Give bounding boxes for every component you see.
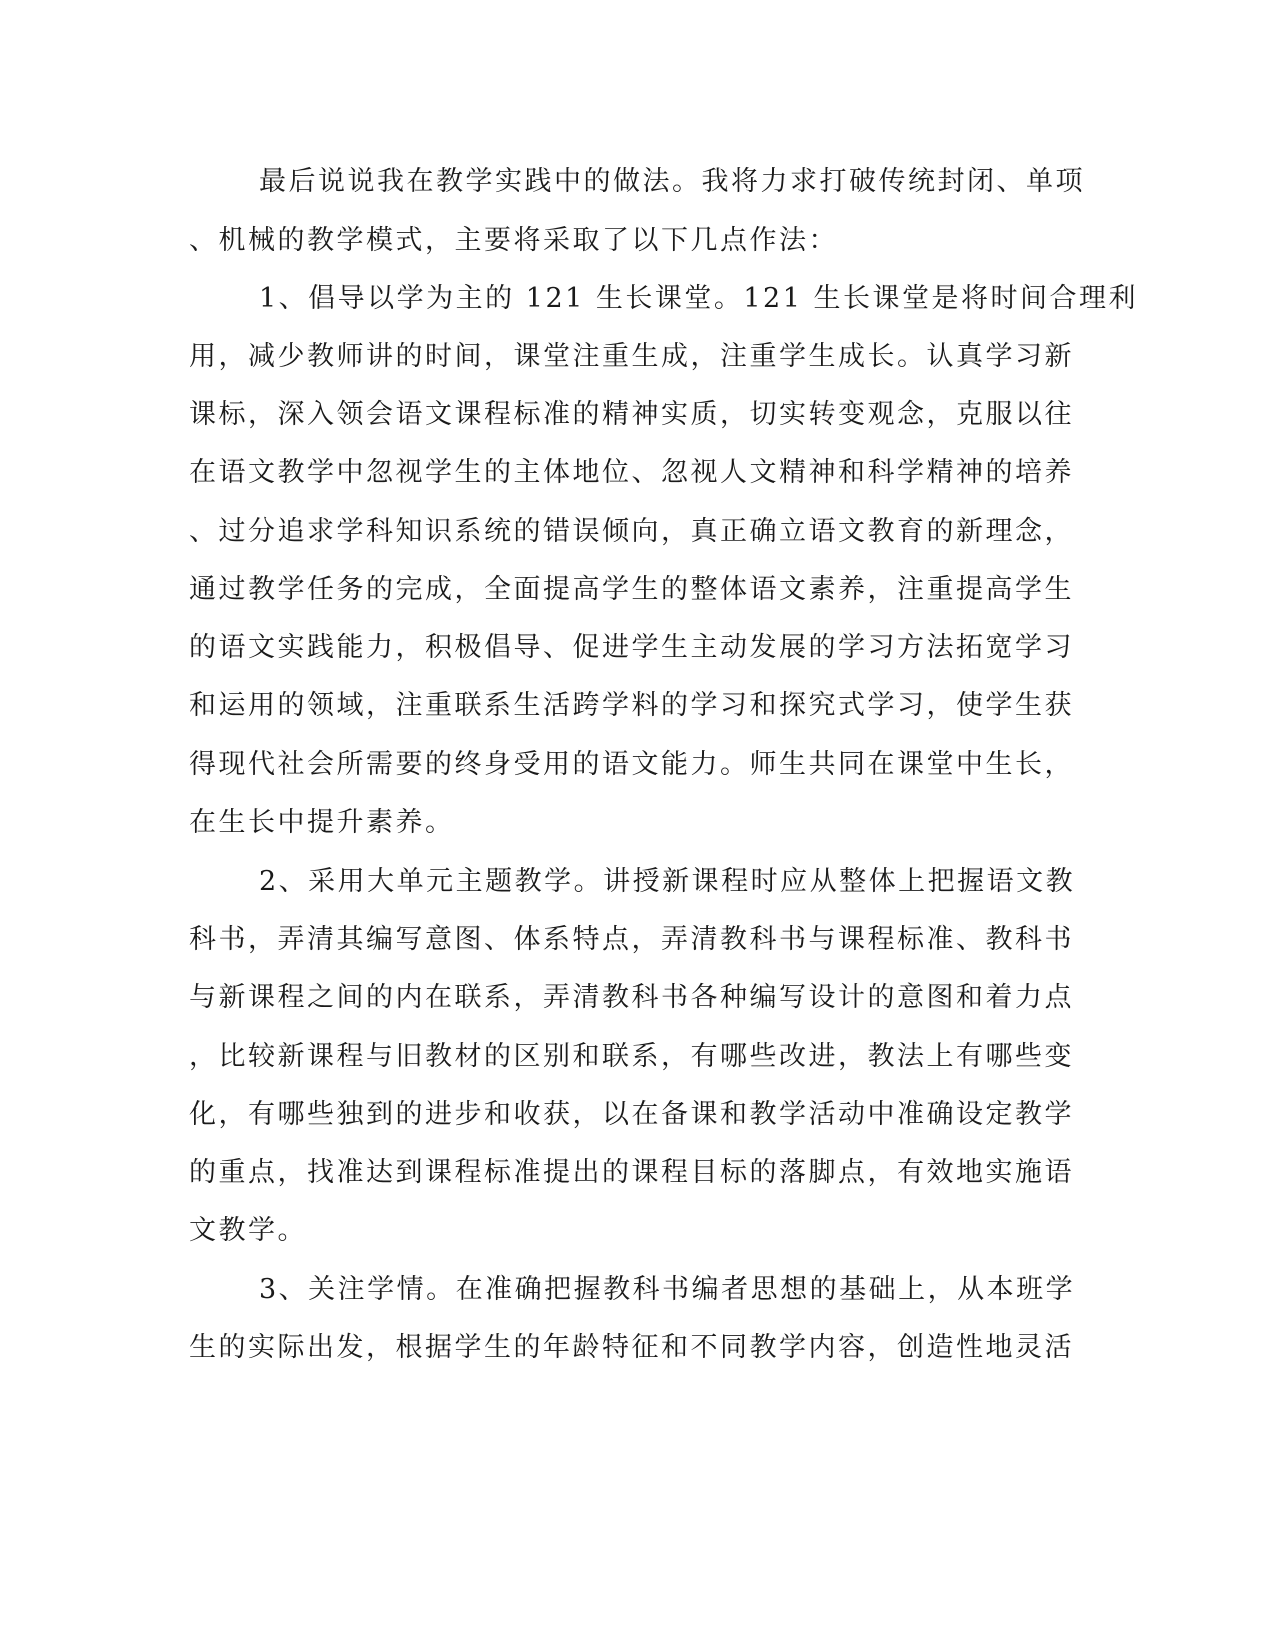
- paragraph-2-line-7: 的语文实践能力，积极倡导、促进学生主动发展的学习方法拓宽学习: [189, 632, 1074, 663]
- paragraph-2-line-2: 用，减少教师讲的时间，课堂注重生成，注重学生成长。认真学习新: [189, 341, 1074, 372]
- paragraph-2-line-8: 和运用的领域，注重联系生活跨学料的学习和探究式学习，使学生获: [189, 690, 1074, 721]
- paragraph-2-line-5: 、过分追求学科知识系统的错误倾向，真正确立语文教育的新理念，: [189, 516, 1074, 547]
- paragraph-3-line-7: 文教学。: [189, 1215, 307, 1246]
- paragraph-3-line-6: 的重点，找准达到课程标准提出的课程目标的落脚点，有效地实施语: [189, 1157, 1074, 1188]
- paragraph-3-line-3: 与新课程之间的内在联系，弄清教科书各种编写设计的意图和着力点: [189, 982, 1074, 1013]
- paragraph-4-line-2: 生的实际出发，根据学生的年龄特征和不同教学内容，创造性地灵活: [189, 1332, 1074, 1363]
- paragraph-1-line-2: 、机械的教学模式，主要将采取了以下几点作法：: [189, 225, 838, 256]
- paragraph-2-line-3: 课标，深入领会语文课程标准的精神实质，切实转变观念，克服以往: [189, 399, 1074, 430]
- paragraph-1-line-1: 最后说说我在教学实践中的做法。我将力求打破传统封闭、单项: [259, 166, 1085, 197]
- paragraph-4-line-1: 3、关注学情。在准确把握教科书编者思想的基础上，从本班学: [259, 1274, 1076, 1305]
- paragraph-3-line-4: ，比较新课程与旧教材的区别和联系，有哪些改进，教法上有哪些变: [189, 1041, 1074, 1072]
- paragraph-3-line-5: 化，有哪些独到的进步和收获，以在备课和教学活动中准确设定教学: [189, 1099, 1074, 1130]
- paragraph-3-line-2: 科书，弄清其编写意图、体系特点，弄清教科书与课程标准、教科书: [189, 924, 1074, 955]
- paragraph-2-line-1: 1、倡导以学为主的 121 生长课堂。121 生长课堂是将时间合理利: [259, 283, 1138, 314]
- paragraph-3-line-1: 2、采用大单元主题教学。讲授新课程时应从整体上把握语文教: [259, 866, 1076, 897]
- paragraph-2-line-4: 在语文教学中忽视学生的主体地位、忽视人文精神和科学精神的培养: [189, 457, 1074, 488]
- paragraph-2-line-6: 通过教学任务的完成，全面提高学生的整体语文素养，注重提高学生: [189, 574, 1074, 605]
- paragraph-2-line-10: 在生长中提升素养。: [189, 807, 455, 838]
- paragraph-2-line-9: 得现代社会所需要的终身受用的语文能力。师生共同在课堂中生长，: [189, 749, 1074, 780]
